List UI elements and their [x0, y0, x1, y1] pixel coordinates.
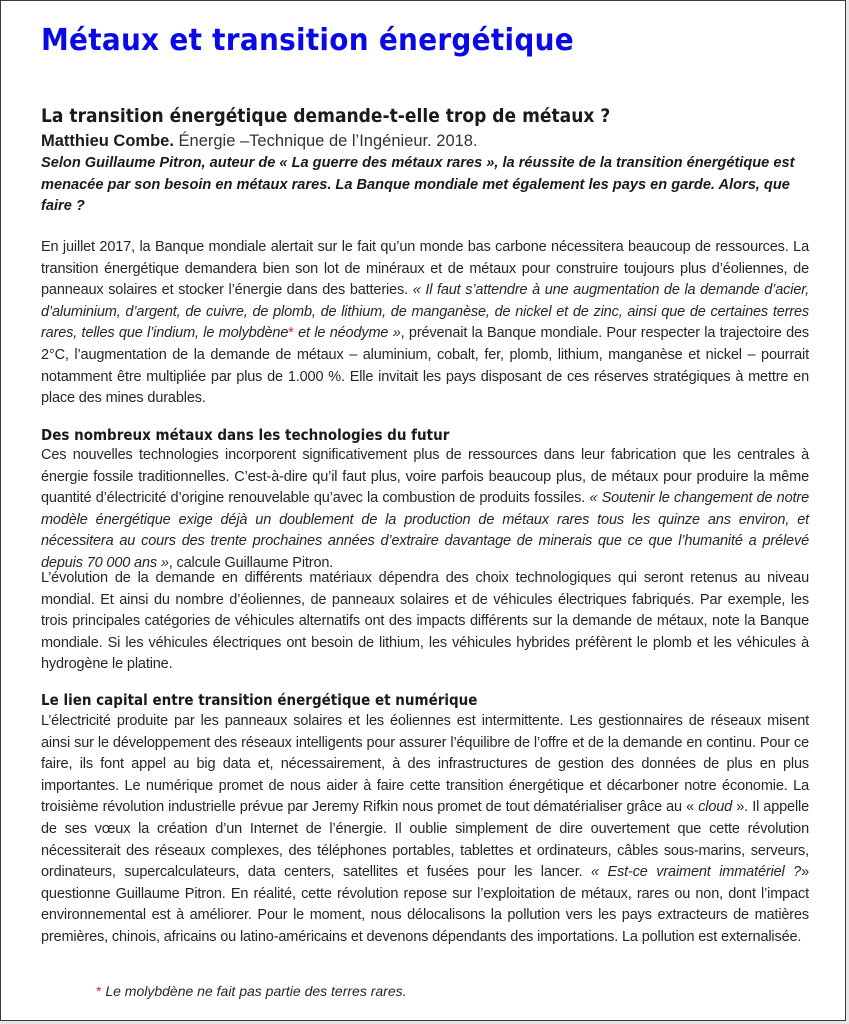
immaterial-quote: « Est-ce vraiment immatériel ? [591, 864, 802, 881]
section-heading-metals-future: Des nombreux métaux dans les technologies du futur [41, 426, 450, 444]
intro-paragraph [41, 237, 809, 410]
world-bank-quote-part-a: « Il faut s’attendre à une augmentation de la demande d’acier, d’aluminium, d’argent, de cuivre, de plomb, de lithium, de manganèse, de nickel et de zinc, ainsi que de certaines terres rares, telles que l’indium, le molybdène [41, 282, 809, 342]
section-metals-text-end: , calcule Guillaume Pitron. [168, 554, 334, 571]
world-bank-quote-part-b: et le néodyme » [293, 325, 401, 342]
pitron-quote: « Soutenir le changement de notre modèle énergétique exige déjà un doublement de la production de métaux rares tous les quinze ans environ, et nécessitera au cours des trente prochaines années d’extraire davantage de minerais que ce que l’humanité a prélevé depuis 70 000 ans » [41, 490, 809, 571]
section-digital-paragraph [41, 711, 809, 949]
footnote-text: Le molybdène ne fait pas partie des terres rares. [101, 983, 407, 999]
section-digital-text-mid: ». Il appelle de ses vœux la création d’un Internet de l’énergie. Il oublie simplement de dire ouvertement que cette révolution nécessiterait des réseaux complexes, des téléphones portables, tablettes et ordinateurs, câbles sous-marins, serveurs, ordinateurs, supercalculateurs, data centers, satellites et fusées pour les lancer. [41, 799, 810, 881]
footnote-asterisk: * [96, 983, 102, 999]
section-digital-text-start: L’électricité produite par les panneaux solaires et les éoliennes est intermittente. Les gestionnaires de réseaux misent ainsi sur le développement des réseaux intelligents pour assurer l’équilibre de l’offre et de la demande en continu. Pour ce faire, ils font appel au big data et, nécessairement, à des infrastructures de gestion des données de plus en plus importantes. Le numérique promet de nous aider à faire cette transition énergétique et décarboner notre économie. La troisième révolution industrielle prévue par Jeremy Rifkin nous promet de tout dématérialiser grâce au « [41, 713, 809, 816]
footnote-marker: * [288, 325, 294, 342]
article-lede: Selon Guillaume Pitron, auteur de « La guerre des métaux rares », la réussite de la transition énergétique est menacée par son besoin en métaux rares. La Banque mondiale met également les pays en garde. Alors, que faire ? [41, 155, 795, 214]
section-digital-text-end: » questionne Guillaume Pitron. En réalité, cette révolution repose sur l’exploitation de métaux, rares ou non, dont l’impact environnemental est à améliorer. Pour le moment, nous délocalisons la pollution vers les pays extracteurs de matières premières, chinois, africains ou latino-américains et devenons dépendants des importations. La pollution est externalisée. [41, 864, 809, 945]
article-byline [41, 132, 478, 151]
section-metals-paragraph-1 [41, 445, 809, 575]
article-author: Matthieu Combe. [41, 132, 174, 150]
section-metals-paragraph-2: L’évolution de la demande en différents matériaux dépendra des choix technologiques qui seront retenus au niveau mondial. Et ainsi du nombre d’éoliennes, de panneaux solaires et de véhicules électriques fabriqués. Par exemple, les trois principales catégories de véhicules alternatifs ont des impacts différents sur la demande de métaux, note la Banque mondiale. Si les véhicules électriques ont besoin de lithium, les véhicules hybrides préfèrent le plomb et les véhicules à hydrogène le platine. [41, 570, 809, 673]
section-metals-text-start: Ces nouvelles technologies incorporent significativement plus de ressources dans leur fabrication que les centrales à énergie fossile traditionnelles. C’est-à-dire qu’il faut plus, voire parfois beaucoup plus, de métaux pour produire la même quantité d’électricité d’origine renouvelable qu’avec la combustion de produits fossiles. [41, 447, 809, 507]
article-source: Énergie –Technique de l’Ingénieur. 2018. [173, 132, 478, 150]
intro-text-end: , prévenait la Banque mondiale. Pour respecter la trajectoire des 2°C, l’augmentation de la demande de métaux – aluminium, cobalt, fer, plomb, lithium, manganèse et nickel – pourrait notamment être multipliée par plus de 1.000 %. Elle invitait les pays disposant de ces réserves stratégiques à mettre en place des mines durables. [41, 325, 810, 407]
intro-text-start: En juillet 2017, la Banque mondiale alertait sur le fait qu’un monde bas carbone nécessitera beaucoup de ressources. La transition énergétique demandera bien son lot de minéraux et de métaux pour construire toujours plus d’éoliennes, de panneaux solaires et stocker l’énergie dans des batteries. [41, 239, 809, 299]
cloud-term: cloud [698, 799, 733, 816]
section-heading-digital-link: Le lien capital entre transition énergétique et numérique [41, 691, 478, 709]
footnote [96, 983, 407, 999]
document-title: Métaux et transition énergétique [41, 23, 574, 58]
article-title: La transition énergétique demande-t-elle trop de métaux ? [41, 105, 611, 127]
